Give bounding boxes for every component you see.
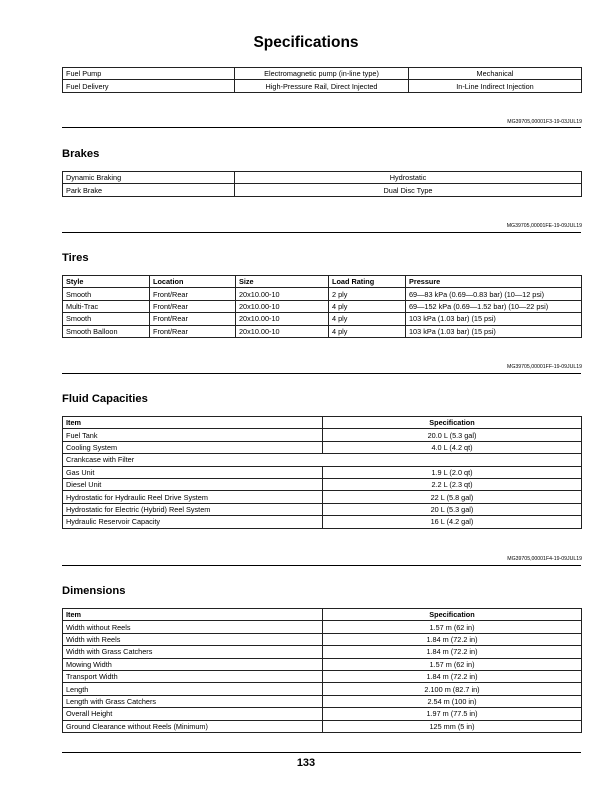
table-cell: Hydrostatic for Hydraulic Reel Drive System bbox=[63, 491, 323, 503]
fluid-capacities-table bbox=[62, 416, 582, 529]
table-cell: 4 ply bbox=[329, 300, 406, 312]
table-cell: Mechanical bbox=[409, 68, 582, 80]
table-row bbox=[63, 516, 582, 528]
table-row bbox=[63, 429, 582, 441]
table-row bbox=[63, 441, 582, 453]
table-cell: 1.97 m (77.5 in) bbox=[323, 708, 582, 720]
column-header: Item bbox=[63, 417, 323, 429]
table-cell: 20 L (5.3 gal) bbox=[323, 503, 582, 515]
table-cell: 1.84 m (72.2 in) bbox=[323, 670, 582, 682]
table-cell: Dual Disc Type bbox=[235, 184, 582, 196]
table-row bbox=[63, 658, 582, 670]
table-cell: Hydrostatic bbox=[235, 172, 582, 184]
table-cell: High-Pressure Rail, Direct Injected bbox=[235, 80, 409, 92]
table-cell: Transport Width bbox=[63, 670, 323, 682]
table-row bbox=[63, 720, 582, 732]
section-divider bbox=[62, 127, 581, 128]
table-row bbox=[63, 454, 582, 466]
column-header: Style bbox=[63, 276, 150, 288]
table-cell: 4 ply bbox=[329, 313, 406, 325]
table-header-row bbox=[63, 609, 582, 621]
table-cell: 2 ply bbox=[329, 288, 406, 300]
footer-divider bbox=[62, 752, 581, 753]
table-row bbox=[63, 325, 582, 337]
table-cell: 4.0 L (4.2 qt) bbox=[323, 441, 582, 453]
column-header: Specification bbox=[323, 609, 582, 621]
table-cell: Width without Reels bbox=[63, 621, 323, 633]
table-cell: Crankcase with Filter bbox=[63, 454, 582, 466]
table-row bbox=[63, 633, 582, 645]
column-header: Item bbox=[63, 609, 323, 621]
table-cell: 20x10.00-10 bbox=[236, 313, 329, 325]
table-cell: 20.0 L (5.3 gal) bbox=[323, 429, 582, 441]
table-cell: 20x10.00-10 bbox=[236, 300, 329, 312]
document-reference: MG39705,00001FE-19-09JUL19 bbox=[506, 223, 582, 229]
table-row bbox=[63, 695, 582, 707]
table-row bbox=[63, 68, 582, 80]
table-cell: Multi-Trac bbox=[63, 300, 150, 312]
table-cell: Electromagnetic pump (in-line type) bbox=[235, 68, 409, 80]
table-cell: 1.9 L (2.0 qt) bbox=[323, 466, 582, 478]
section-divider bbox=[62, 373, 581, 374]
column-header: Load Rating bbox=[329, 276, 406, 288]
dimensions-table bbox=[62, 608, 582, 733]
table-row bbox=[63, 646, 582, 658]
table-cell: 4 ply bbox=[329, 325, 406, 337]
table-cell: Ground Clearance without Reels (Minimum) bbox=[63, 720, 323, 732]
table-row bbox=[63, 503, 582, 515]
table-cell: 69—83 kPa (0.69—0.83 bar) (10—12 psi) bbox=[406, 288, 582, 300]
table-row bbox=[63, 708, 582, 720]
table-cell: 125 mm (5 in) bbox=[323, 720, 582, 732]
table-cell: Gas Unit bbox=[63, 466, 323, 478]
brakes-table bbox=[62, 171, 582, 197]
table-header-row bbox=[63, 417, 582, 429]
table-row bbox=[63, 288, 582, 300]
table-cell: Overall Height bbox=[63, 708, 323, 720]
table-cell: Smooth bbox=[63, 313, 150, 325]
section-divider bbox=[62, 565, 581, 566]
table-row bbox=[63, 491, 582, 503]
table-cell: Hydraulic Reservoir Capacity bbox=[63, 516, 323, 528]
section-title-tires: Tires bbox=[62, 252, 89, 264]
table-cell: 103 kPa (1.03 bar) (15 psi) bbox=[406, 325, 582, 337]
table-cell: 1.57 m (62 in) bbox=[323, 621, 582, 633]
table-cell: Front/Rear bbox=[150, 300, 236, 312]
table-cell: 103 kPa (1.03 bar) (15 psi) bbox=[406, 313, 582, 325]
table-cell: Park Brake bbox=[63, 184, 235, 196]
table-cell: 20x10.00-10 bbox=[236, 325, 329, 337]
column-header: Specification bbox=[323, 417, 582, 429]
table-cell: 2.54 m (100 in) bbox=[323, 695, 582, 707]
table-row bbox=[63, 172, 582, 184]
table-cell: Smooth bbox=[63, 288, 150, 300]
document-reference: MG39705,00001F4-19-09JUL19 bbox=[507, 556, 582, 562]
table-cell: 1.84 m (72.2 in) bbox=[323, 633, 582, 645]
table-row bbox=[63, 478, 582, 490]
section-title-brakes: Brakes bbox=[62, 148, 100, 160]
section-title-dimensions: Dimensions bbox=[62, 585, 126, 597]
table-cell: Fuel Delivery bbox=[63, 80, 235, 92]
section-title-fluid-capacities: Fluid Capacities bbox=[62, 393, 148, 405]
table-cell: 16 L (4.2 gal) bbox=[323, 516, 582, 528]
page-number: 133 bbox=[296, 757, 316, 769]
table-row bbox=[63, 184, 582, 196]
table-cell: Fuel Tank bbox=[63, 429, 323, 441]
table-row bbox=[63, 80, 582, 92]
table-row bbox=[63, 313, 582, 325]
table-cell: Mowing Width bbox=[63, 658, 323, 670]
table-cell: Width with Reels bbox=[63, 633, 323, 645]
table-cell: Length bbox=[63, 683, 323, 695]
table-cell: Dynamic Braking bbox=[63, 172, 235, 184]
table-cell: 69—152 kPa (0.69—1.52 bar) (10—22 psi) bbox=[406, 300, 582, 312]
section-divider bbox=[62, 232, 581, 233]
table-row bbox=[63, 300, 582, 312]
page-title: Specifications bbox=[253, 34, 359, 51]
table-cell: 1.84 m (72.2 in) bbox=[323, 646, 582, 658]
column-header: Pressure bbox=[406, 276, 582, 288]
table-row bbox=[63, 670, 582, 682]
table-cell: Front/Rear bbox=[150, 325, 236, 337]
table-cell: Length with Grass Catchers bbox=[63, 695, 323, 707]
document-reference: MG39705,00001FF-19-09JUL19 bbox=[507, 364, 582, 370]
fuel-spec-table bbox=[62, 67, 582, 93]
document-reference: MG39705,00001F3-19-03JUL19 bbox=[507, 119, 582, 125]
table-row bbox=[63, 683, 582, 695]
table-cell: Fuel Pump bbox=[63, 68, 235, 80]
table-cell: Front/Rear bbox=[150, 313, 236, 325]
table-cell: Cooling System bbox=[63, 441, 323, 453]
table-cell: Width with Grass Catchers bbox=[63, 646, 323, 658]
column-header: Location bbox=[150, 276, 236, 288]
table-cell: 1.57 m (62 in) bbox=[323, 658, 582, 670]
table-cell: 2.2 L (2.3 qt) bbox=[323, 478, 582, 490]
table-cell: 2.100 m (82.7 in) bbox=[323, 683, 582, 695]
table-cell: In-Line Indirect Injection bbox=[409, 80, 582, 92]
table-cell: Smooth Balloon bbox=[63, 325, 150, 337]
table-cell: Hydrostatic for Electric (Hybrid) Reel System bbox=[63, 503, 323, 515]
table-cell: Front/Rear bbox=[150, 288, 236, 300]
table-cell: Diesel Unit bbox=[63, 478, 323, 490]
tires-table bbox=[62, 275, 582, 338]
table-row bbox=[63, 466, 582, 478]
table-cell: 22 L (5.8 gal) bbox=[323, 491, 582, 503]
column-header: Size bbox=[236, 276, 329, 288]
table-header-row bbox=[63, 276, 582, 288]
table-row bbox=[63, 621, 582, 633]
table-cell: 20x10.00-10 bbox=[236, 288, 329, 300]
